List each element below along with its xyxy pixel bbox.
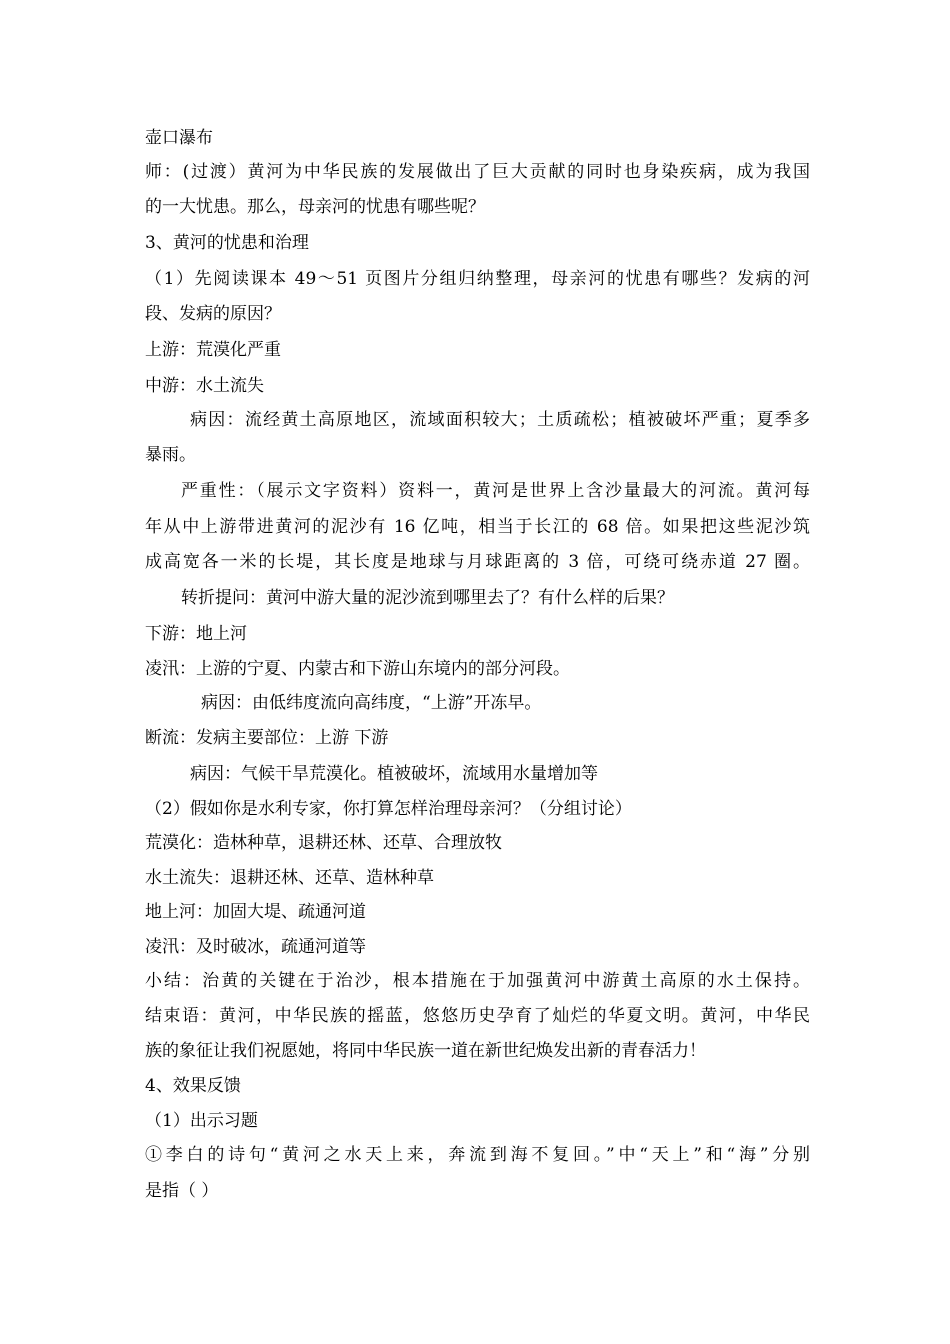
- text-line: 转折提问：黄河中游大量的泥沙流到哪里去了？有什么样的后果？: [181, 588, 674, 608]
- text-line: 是指（ ）: [145, 1181, 219, 1201]
- section-heading: 4、效果反馈: [145, 1076, 241, 1096]
- text-line: 病因：流经黄土高原地区，流域面积较大；土质疏松；植被破坏严重；夏季多: [190, 410, 810, 430]
- text-line: 族的象征让我们祝愿她，将同中华民族一道在新世纪焕发出新的青春活力！: [145, 1041, 706, 1061]
- text-line: 病因：由低纬度流向高纬度，“上游”开冻早。: [201, 693, 542, 713]
- text-line: 中游：水土流失: [145, 376, 264, 396]
- text-line: 的一大忧患。那么，母亲河的忧患有哪些呢？: [145, 197, 485, 217]
- text-line: 凌汛：上游的宁夏、内蒙古和下游山东境内的部分河段。: [145, 659, 570, 679]
- text-line: ①李白的诗句“黄河之水天上来，奔流到海不复回。”中“天上”和“海”分别: [145, 1145, 810, 1165]
- text-line: 暴雨。: [145, 445, 196, 465]
- section-heading: 3、黄河的忧患和治理: [145, 233, 309, 253]
- text-line: 地上河：加固大堤、疏通河道: [145, 902, 366, 922]
- section-subheading: （1）出示习题: [145, 1111, 258, 1131]
- text-line: 成高宽各一米的长堤，其长度是地球与月球距离的 3 倍，可绕可绕赤道 27 圈。: [145, 552, 810, 572]
- text-line: 水土流失：退耕还林、还草、造林种草: [145, 868, 434, 888]
- text-line: 凌汛：及时破冰，疏通河道等: [145, 937, 366, 957]
- section-subheading: （2）假如你是水利专家，你打算怎样治理母亲河？（分组讨论）: [145, 799, 632, 819]
- text-line: 小结：治黄的关键在于治沙，根本措施在于加强黄河中游黄土高原的水土保持。: [145, 971, 810, 991]
- text-line: 上游：荒漠化严重: [145, 340, 281, 360]
- text-line: 病因：气候干旱荒漠化。植被破坏，流域用水量增加等: [190, 764, 598, 784]
- text-line: 结束语：黄河，中华民族的摇蓝，悠悠历史孕育了灿烂的华夏文明。黄河，中华民: [145, 1006, 810, 1026]
- text-line: 年从中上游带进黄河的泥沙有 16 亿吨，相当于长江的 68 倍。如果把这些泥沙筑: [145, 517, 810, 537]
- text-line: （1）先阅读课本 49～51 页图片分组归纳整理，母亲河的忧患有哪些？发病的河: [145, 269, 810, 289]
- text-line: 段、发病的原因？: [145, 304, 281, 324]
- text-line: 断流：发病主要部位：上游 下游: [145, 728, 389, 748]
- text-line: 下游：地上河: [145, 624, 247, 644]
- text-line: 严重性：（展示文字资料）资料一，黄河是世界上含沙量最大的河流。黄河每: [181, 481, 810, 501]
- text-line: 师：(过渡）黄河为中华民族的发展做出了巨大贡献的同时也身染疾病，成为我国: [145, 162, 810, 182]
- text-line: 荒漠化：造林种草，退耕还林、还草、合理放牧: [145, 833, 502, 853]
- text-line: 壶口瀑布: [145, 128, 213, 148]
